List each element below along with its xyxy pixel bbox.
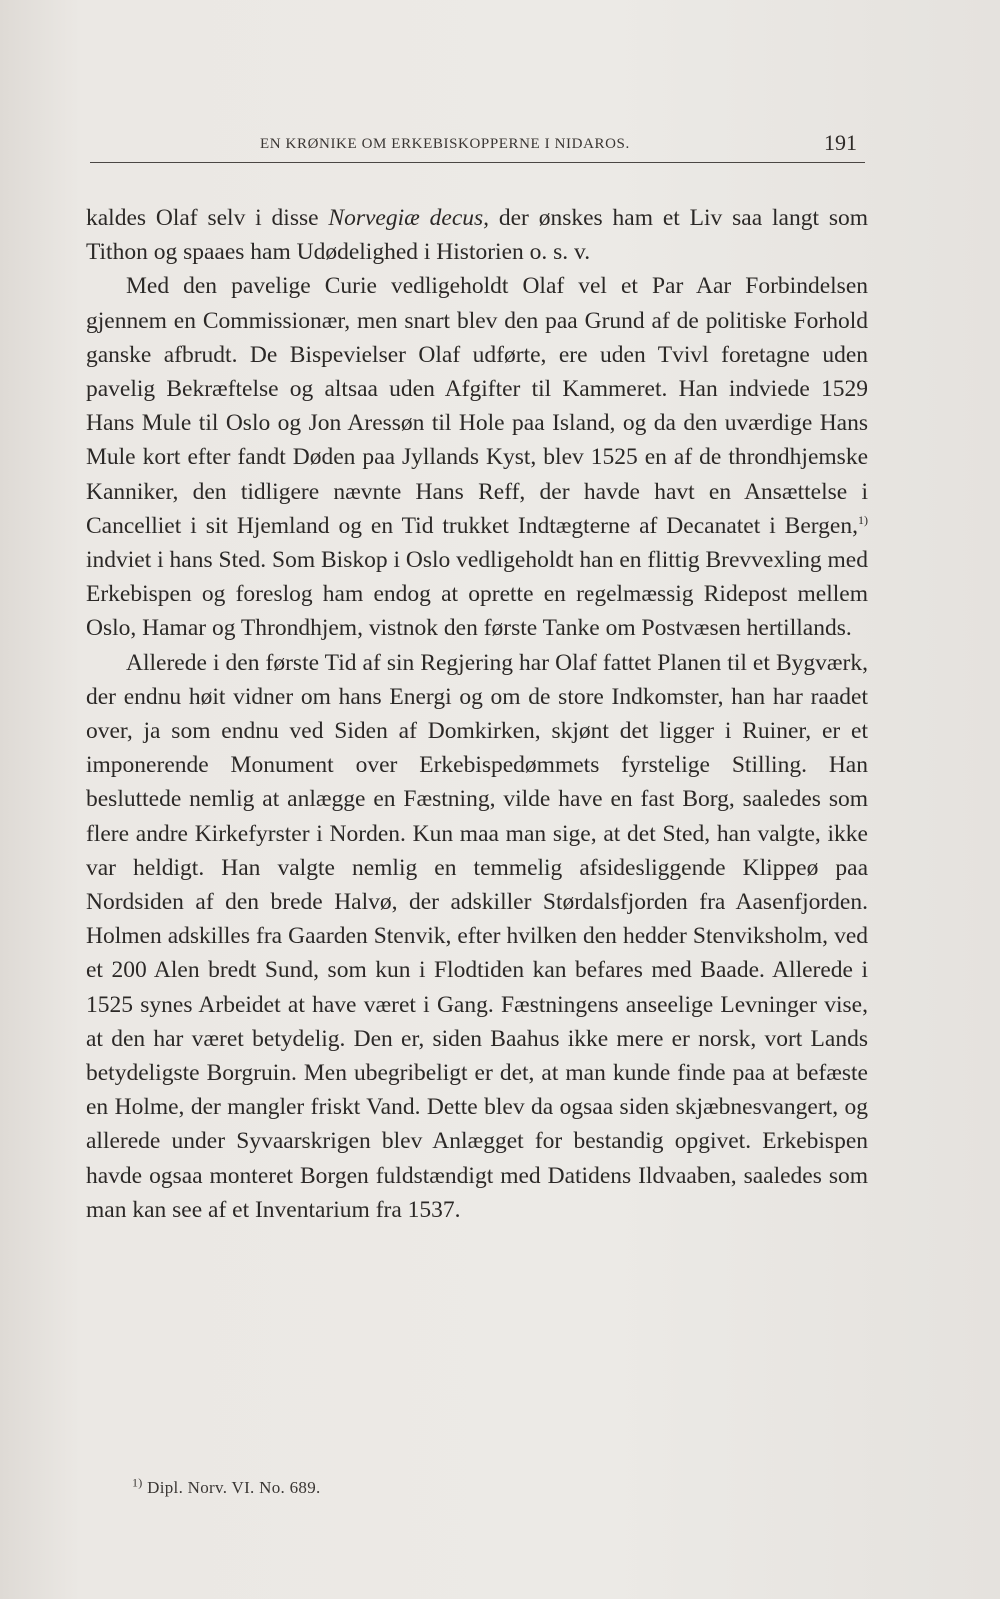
paragraph-1-italic: Norvegiæ decus, (328, 205, 490, 231)
paragraph-2-text-a: Med den pavelige Curie vedligeholdt Olaf vel et Par Aar Forbindelsen gjennem en Commissionær, men snart blev den paa Grund af de politiske Forhold ganske afbrudt. De Bispevielser Olaf udførte, ere uden Tvivl foretagne uden pavelig Bekræftelse og altsaa uden Afgifter til Kammeret. Han indviede 1529 Hans Mule til Oslo og Jon Aressøn til Hole paa Island, og da den uværdige Hans Mule kort efter fandt Døden paa Jyllands Kyst, blev 1525 en af de throndhjemske Kanniker, den tidligere nævnte Hans Reff, der havde havt en Ansættelse i Cancelliet i sit Hjemland og en Tid trukket Indtægterne af Decanatet i Bergen, (86, 273, 868, 539)
paragraph-1-text-a: kaldes Olaf selv i disse (86, 205, 329, 231)
page-header (90, 130, 865, 163)
page-number: 191 (824, 130, 857, 155)
paragraph-3: Allerede i den første Tid af sin Regjering har Olaf fattet Planen til et Bygværk, der endnu høit vidner om hans Energi og om de store Indkomster, han har raadet over, ja som endnu ved Siden af Domkirken, skjønt det ligger i Ruiner, er et imponerende Monument over Erkebispedømmets fyrstelige Stilling. Han besluttede nemlig at anlægge en Fæstning, vilde have en fast Borg, saaledes som flere andre Kirkefyrster i Norden. Kun maa man sige, at det Sted, han valgte, ikke var heldigt. Han valgte nemlig en temmelig afsidesliggende Klippeø paa Nordsiden af den brede Halvø, der adskiller Størdalsfjorden fra Aasenfjorden. Holmen adskilles fra Gaarden Stenvik, efter hvilken den hedder Stenviksholm, ved et 200 Alen bredt Sund, som kun i Flodtiden kan befares med Baade. Allerede i 1525 synes Arbeidet at have været i Gang. Fæstningens anseelige Levninger vise, at den har været betydelig. Den er, siden Baahus ikke mere er norsk, vort Lands betydeligste Borgruin. Men ubegribeligt er det, at man kunde finde paa at befæste en Holme, der mangler friskt Vand. Dette blev da ogsaa siden skjæbnesvangert, og allerede under Syvaarskrigen blev Anlægget for bestandig opgivet. Erkebispen havde ogsaa monteret Borgen fuldstændigt med Datidens Ildvaaben, saaledes som man kan see af et Inventarium fra 1537. (86, 649, 868, 1223)
paragraph-1-text-b: der ønskes ham et Liv saa langt som Tithon og spaaes ham Udødelighed i Historien o. s. v. (86, 205, 868, 266)
running-title: EN KRØNIKE OM ERKEBISKOPPERNE I NIDAROS. (260, 136, 630, 152)
paragraph-2-text-b: indviet i hans Sted. Som Biskop i Oslo vedligeholdt han en flittig Brevvexling med Erkebispen og foreslog ham endog at oprette en regelmæssig Ridepost mellem Oslo, Hamar og Throndhjem, vistnok den første Tanke om Postvæsen hertillands. (86, 547, 868, 642)
footnote-text: Dipl. Norv. VI. No. 689. (142, 1478, 321, 1497)
paragraph-2 (86, 269, 868, 645)
footnote (132, 1475, 321, 1498)
footnote-marker: 1) (132, 1475, 143, 1490)
body-text (86, 201, 868, 1227)
footnote-reference: 1) (858, 513, 868, 527)
paragraph-1 (86, 201, 868, 269)
